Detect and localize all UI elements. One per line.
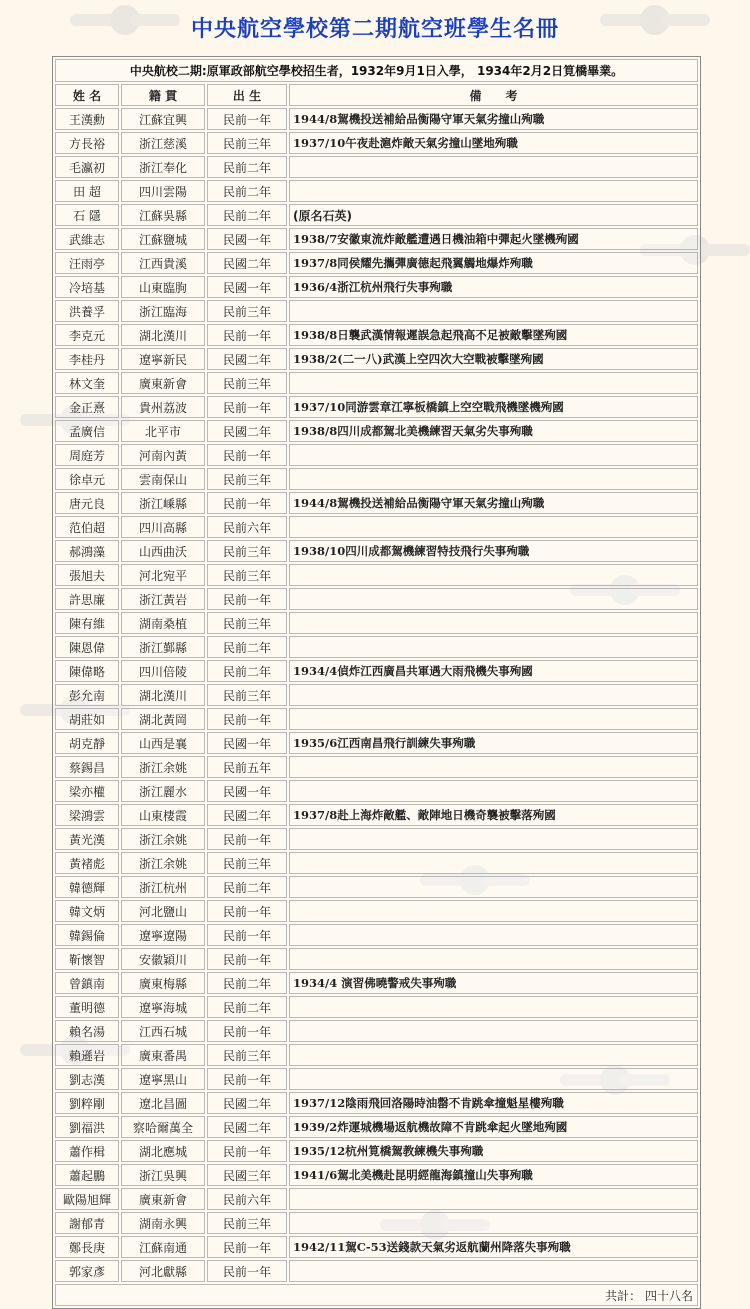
- table-row: [55, 924, 698, 946]
- student-birth: 民前一年: [207, 948, 287, 970]
- student-birth: 民前一年: [207, 900, 287, 922]
- student-origin: 浙江杭州: [121, 876, 205, 898]
- student-birth: 民前六年: [207, 516, 287, 538]
- student-remark: 1935/12杭州筧橋駕教練機失事殉職: [289, 1140, 698, 1162]
- student-name: 郭家彥: [55, 1260, 119, 1282]
- table-subtitle: 中央航校二期:原軍政部航空學校招生者，1932年9月1日入學， 1934年2月2日筧橋畢業。: [55, 59, 698, 82]
- student-origin: 遼寧遼陽: [121, 924, 205, 946]
- student-origin: 北平市: [121, 420, 205, 442]
- student-name: 劉福洪: [55, 1116, 119, 1138]
- table-row: [55, 180, 698, 202]
- student-birth: 民前一年: [207, 828, 287, 850]
- student-remark: [289, 444, 698, 466]
- student-birth: 民國三年: [207, 1164, 287, 1186]
- student-birth: 民前二年: [207, 660, 287, 682]
- student-birth: 民前一年: [207, 1140, 287, 1162]
- student-name: 唐元良: [55, 492, 119, 514]
- student-birth: 民前一年: [207, 924, 287, 946]
- table-row: [55, 660, 698, 682]
- student-remark: 1937/12陰雨飛回洛陽時油罄不肯跳傘撞魁星樓殉職: [289, 1092, 698, 1114]
- student-birth: 民前三年: [207, 300, 287, 322]
- student-origin: 浙江臨海: [121, 300, 205, 322]
- student-name: 陳偉略: [55, 660, 119, 682]
- student-origin: 廣東新會: [121, 372, 205, 394]
- student-name: 方長裕: [55, 132, 119, 154]
- student-name: 王漢勳: [55, 108, 119, 130]
- table-row: [55, 564, 698, 586]
- student-remark: [289, 828, 698, 850]
- student-remark: [289, 468, 698, 490]
- table-row: [55, 948, 698, 970]
- student-origin: 浙江鄞縣: [121, 636, 205, 658]
- student-remark: [289, 180, 698, 202]
- student-name: 李桂丹: [55, 348, 119, 370]
- table-row: [55, 996, 698, 1018]
- student-origin: 浙江余姚: [121, 828, 205, 850]
- student-origin: 山西是襄: [121, 732, 205, 754]
- student-remark: [289, 300, 698, 322]
- student-remark: [289, 588, 698, 610]
- student-name: 李克元: [55, 324, 119, 346]
- table-row: [55, 1164, 698, 1186]
- student-origin: 湖北漢川: [121, 684, 205, 706]
- student-name: 靳懷智: [55, 948, 119, 970]
- student-origin: 浙江余姚: [121, 756, 205, 778]
- student-name: 彭允南: [55, 684, 119, 706]
- header-row: [55, 84, 698, 106]
- table-row: [55, 396, 698, 418]
- table-row: [55, 852, 698, 874]
- student-origin: 河北鹽山: [121, 900, 205, 922]
- student-name: 周庭芳: [55, 444, 119, 466]
- table-row: [55, 780, 698, 802]
- student-remark: 1936/4浙江杭州飛行失事殉職: [289, 276, 698, 298]
- student-birth: 民前二年: [207, 204, 287, 226]
- student-origin: 湖北應城: [121, 1140, 205, 1162]
- student-name: 武維志: [55, 228, 119, 250]
- student-name: 洪養孚: [55, 300, 119, 322]
- table-row: [55, 348, 698, 370]
- table-row: [55, 804, 698, 826]
- student-remark: 1935/6江西南昌飛行訓練失事殉職: [289, 732, 698, 754]
- student-name: 梁鴻雲: [55, 804, 119, 826]
- table-row: [55, 276, 698, 298]
- header-origin: 籍 貫: [121, 84, 205, 106]
- student-origin: 四川倍陵: [121, 660, 205, 682]
- student-origin: 湖南桑植: [121, 612, 205, 634]
- student-name: 郝鴻藻: [55, 540, 119, 562]
- student-remark: [289, 852, 698, 874]
- table-row: [55, 1260, 698, 1282]
- student-origin: 山西曲沃: [121, 540, 205, 562]
- student-birth: 民前三年: [207, 612, 287, 634]
- student-origin: 廣東新會: [121, 1188, 205, 1210]
- student-origin: 安徽穎川: [121, 948, 205, 970]
- student-name: 黃光漢: [55, 828, 119, 850]
- student-birth: 民國二年: [207, 1116, 287, 1138]
- student-remark: [289, 900, 698, 922]
- student-origin: 江西貴溪: [121, 252, 205, 274]
- student-name: 黃褚彪: [55, 852, 119, 874]
- student-birth: 民前一年: [207, 444, 287, 466]
- student-birth: 民國二年: [207, 420, 287, 442]
- table-row: [55, 444, 698, 466]
- student-birth: 民前三年: [207, 1044, 287, 1066]
- student-remark: [289, 876, 698, 898]
- student-origin: 河南內黃: [121, 444, 205, 466]
- student-remark: [289, 684, 698, 706]
- page-title: 中央航空學校第二期航空班學生名冊: [190, 16, 559, 42]
- student-birth: 民前一年: [207, 1020, 287, 1042]
- student-origin: 遼寧新民: [121, 348, 205, 370]
- table-row: [55, 108, 698, 130]
- student-name: 金正熹: [55, 396, 119, 418]
- student-birth: 民國一年: [207, 228, 287, 250]
- student-remark: [289, 1020, 698, 1042]
- table-row: [55, 420, 698, 442]
- table-row: [55, 1116, 698, 1138]
- student-birth: 民國一年: [207, 732, 287, 754]
- student-birth: 民前三年: [207, 564, 287, 586]
- student-birth: 民前五年: [207, 756, 287, 778]
- student-remark: 1944/8駕機投送補給品衡陽守軍天氣劣撞山殉職: [289, 492, 698, 514]
- table-row: [55, 588, 698, 610]
- student-remark: 1939/2炸運城機場返航機故障不肯跳傘起火墜地殉國: [289, 1116, 698, 1138]
- table-row: [55, 1044, 698, 1066]
- student-birth: 民前一年: [207, 1236, 287, 1258]
- student-remark: 1938/8四川成都駕北美機練習天氣劣失事殉職: [289, 420, 698, 442]
- header-name: 姓 名: [55, 84, 119, 106]
- student-remark: [289, 756, 698, 778]
- student-origin: 四川雲陽: [121, 180, 205, 202]
- student-name: 蕭起鵬: [55, 1164, 119, 1186]
- student-name: 韓文炳: [55, 900, 119, 922]
- header-remarks: 備 考: [289, 84, 698, 106]
- student-origin: 山東臨朐: [121, 276, 205, 298]
- student-birth: 民前二年: [207, 972, 287, 994]
- table-row: [55, 900, 698, 922]
- student-remark: [289, 996, 698, 1018]
- student-birth: 民前二年: [207, 180, 287, 202]
- student-birth: 民前一年: [207, 588, 287, 610]
- student-remark: [289, 1260, 698, 1282]
- student-birth: 民前三年: [207, 132, 287, 154]
- student-remark: 1944/8駕機投送補給品衡陽守軍天氣劣撞山殉職: [289, 108, 698, 130]
- student-name: 董明德: [55, 996, 119, 1018]
- student-origin: 浙江奉化: [121, 156, 205, 178]
- student-remark: 1938/2(二一八)武漢上空四次大空戰被擊墜殉國: [289, 348, 698, 370]
- student-origin: 廣東番禺: [121, 1044, 205, 1066]
- student-remark: [289, 948, 698, 970]
- student-birth: 民前一年: [207, 1260, 287, 1282]
- student-name: 劉粹剛: [55, 1092, 119, 1114]
- student-origin: 江西石城: [121, 1020, 205, 1042]
- table-row: [55, 468, 698, 490]
- student-remark: 1937/10同游雲章江寧板橋鎮上空空戰飛機墜機殉國: [289, 396, 698, 418]
- student-birth: 民前二年: [207, 876, 287, 898]
- table-row: [55, 132, 698, 154]
- student-name: 孟廣信: [55, 420, 119, 442]
- student-birth: 民前二年: [207, 636, 287, 658]
- student-remark: (原名石英): [289, 204, 698, 226]
- table-row: [55, 204, 698, 226]
- student-name: 毛瀛初: [55, 156, 119, 178]
- table-row: [55, 1020, 698, 1042]
- student-origin: 浙江麗水: [121, 780, 205, 802]
- student-remark: [289, 708, 698, 730]
- student-remark: 1938/8日襲武漢情報遲誤急起飛高不足被敵擊墜殉國: [289, 324, 698, 346]
- student-remark: 1938/10四川成都駕機練習特技飛行失事殉職: [289, 540, 698, 562]
- student-origin: 江蘇宜興: [121, 108, 205, 130]
- student-name: 陳恩偉: [55, 636, 119, 658]
- table-row: [55, 252, 698, 274]
- header-birth: 出 生: [207, 84, 287, 106]
- student-remark: 1938/7安徽東流炸敵艦遭遇日機油箱中彈起火墜機殉國: [289, 228, 698, 250]
- table-row: [55, 612, 698, 634]
- student-origin: 湖北漢川: [121, 324, 205, 346]
- student-remark: [289, 564, 698, 586]
- student-name: 范伯超: [55, 516, 119, 538]
- student-name: 梁亦權: [55, 780, 119, 802]
- student-origin: 四川高縣: [121, 516, 205, 538]
- student-remark: [289, 780, 698, 802]
- student-birth: 民前三年: [207, 852, 287, 874]
- student-birth: 民前二年: [207, 996, 287, 1018]
- table-row: [55, 1068, 698, 1090]
- student-origin: 浙江黃岩: [121, 588, 205, 610]
- student-origin: 山東棲霞: [121, 804, 205, 826]
- total-row: [55, 1284, 698, 1306]
- student-name: 歐陽旭輝: [55, 1188, 119, 1210]
- student-name: 陳有維: [55, 612, 119, 634]
- student-birth: 民前三年: [207, 1212, 287, 1234]
- table-row: [55, 828, 698, 850]
- student-birth: 民前一年: [207, 396, 287, 418]
- student-name: 胡克靜: [55, 732, 119, 754]
- student-name: 胡莊如: [55, 708, 119, 730]
- student-origin: 江蘇吳縣: [121, 204, 205, 226]
- student-birth: 民前一年: [207, 324, 287, 346]
- student-remark: [289, 516, 698, 538]
- student-origin: 浙江余姚: [121, 852, 205, 874]
- student-birth: 民前一年: [207, 708, 287, 730]
- table-row: [55, 516, 698, 538]
- student-name: 曾鎮南: [55, 972, 119, 994]
- student-name: 劉志漢: [55, 1068, 119, 1090]
- student-name: 徐卓元: [55, 468, 119, 490]
- table-row: [55, 684, 698, 706]
- student-name: 韓德輝: [55, 876, 119, 898]
- table-row: [55, 1236, 698, 1258]
- student-roster-table: [52, 56, 701, 1309]
- student-origin: 湖南永興: [121, 1212, 205, 1234]
- total-count: 共計： 四十八名: [55, 1284, 698, 1306]
- student-name: 韓錫倫: [55, 924, 119, 946]
- student-remark: [289, 1044, 698, 1066]
- student-origin: 浙江慈溪: [121, 132, 205, 154]
- student-name: 石 隱: [55, 204, 119, 226]
- student-remark: 1942/11駕C-53送錢款天氣劣返航蘭州降落失事殉職: [289, 1236, 698, 1258]
- student-name: 蕭作楫: [55, 1140, 119, 1162]
- student-birth: 民國二年: [207, 252, 287, 274]
- student-origin: 江蘇鹽城: [121, 228, 205, 250]
- student-origin: 察哈爾萬全: [121, 1116, 205, 1138]
- student-remark: [289, 1212, 698, 1234]
- student-name: 賴遜岩: [55, 1044, 119, 1066]
- student-remark: 1941/6駕北美機赴昆明經龍海鎮撞山失事殉職: [289, 1164, 698, 1186]
- student-birth: 民國一年: [207, 780, 287, 802]
- table-row: [55, 324, 698, 346]
- student-remark: [289, 924, 698, 946]
- student-origin: 遼寧黑山: [121, 1068, 205, 1090]
- roster-body: [55, 108, 698, 1282]
- table-row: [55, 156, 698, 178]
- student-birth: 民國二年: [207, 348, 287, 370]
- student-birth: 民國二年: [207, 804, 287, 826]
- student-remark: [289, 636, 698, 658]
- student-origin: 貴州荔波: [121, 396, 205, 418]
- student-remark: 1937/10午夜赴滬炸敵天氣劣撞山墜地殉職: [289, 132, 698, 154]
- student-birth: 民前三年: [207, 684, 287, 706]
- student-name: 汪雨亭: [55, 252, 119, 274]
- student-origin: 江蘇南通: [121, 1236, 205, 1258]
- student-remark: [289, 156, 698, 178]
- table-row: [55, 300, 698, 322]
- student-name: 張旭夫: [55, 564, 119, 586]
- table-row: [55, 492, 698, 514]
- student-origin: 浙江嵊縣: [121, 492, 205, 514]
- student-birth: 民前三年: [207, 372, 287, 394]
- student-birth: 民前一年: [207, 108, 287, 130]
- student-name: 林文奎: [55, 372, 119, 394]
- student-origin: 遼寧海城: [121, 996, 205, 1018]
- student-origin: 廣東梅縣: [121, 972, 205, 994]
- table-row: [55, 1188, 698, 1210]
- student-origin: 湖北黃岡: [121, 708, 205, 730]
- student-origin: 雲南保山: [121, 468, 205, 490]
- student-remark: [289, 372, 698, 394]
- student-birth: 民前一年: [207, 1068, 287, 1090]
- student-name: 許思廉: [55, 588, 119, 610]
- table-row: [55, 876, 698, 898]
- student-birth: 民前六年: [207, 1188, 287, 1210]
- student-remark: 1937/8同侯耀先攜彈廣德起飛翼觸地爆炸殉職: [289, 252, 698, 274]
- table-row: [55, 732, 698, 754]
- table-row: [55, 372, 698, 394]
- table-row: [55, 708, 698, 730]
- table-row: [55, 972, 698, 994]
- student-birth: 民前二年: [207, 156, 287, 178]
- student-birth: 民國一年: [207, 276, 287, 298]
- table-row: [55, 228, 698, 250]
- student-origin: 浙江吳興: [121, 1164, 205, 1186]
- student-birth: 民前三年: [207, 540, 287, 562]
- student-name: 田 超: [55, 180, 119, 202]
- student-origin: 河北宛平: [121, 564, 205, 586]
- student-remark: [289, 1188, 698, 1210]
- student-name: 蔡錫昌: [55, 756, 119, 778]
- subtitle-row: [55, 59, 698, 82]
- table-row: [55, 1092, 698, 1114]
- student-name: 冷培基: [55, 276, 119, 298]
- student-remark: 1934/4偵炸江西廣昌共軍遇大雨飛機失事殉國: [289, 660, 698, 682]
- student-remark: [289, 1068, 698, 1090]
- student-remark: 1934/4 演習佛曉警戒失事殉職: [289, 972, 698, 994]
- student-origin: 遼北昌圖: [121, 1092, 205, 1114]
- student-origin: 河北獻縣: [121, 1260, 205, 1282]
- student-birth: 民前三年: [207, 468, 287, 490]
- student-name: 鄭長庚: [55, 1236, 119, 1258]
- table-row: [55, 756, 698, 778]
- student-birth: 民前一年: [207, 492, 287, 514]
- student-remark: 1937/8赴上海炸敵艦、敵陣地日機奇襲被擊落殉國: [289, 804, 698, 826]
- table-row: [55, 540, 698, 562]
- table-row: [55, 636, 698, 658]
- table-row: [55, 1140, 698, 1162]
- student-birth: 民國二年: [207, 1092, 287, 1114]
- student-name: 賴名湯: [55, 1020, 119, 1042]
- student-name: 謝郁青: [55, 1212, 119, 1234]
- student-remark: [289, 612, 698, 634]
- table-row: [55, 1212, 698, 1234]
